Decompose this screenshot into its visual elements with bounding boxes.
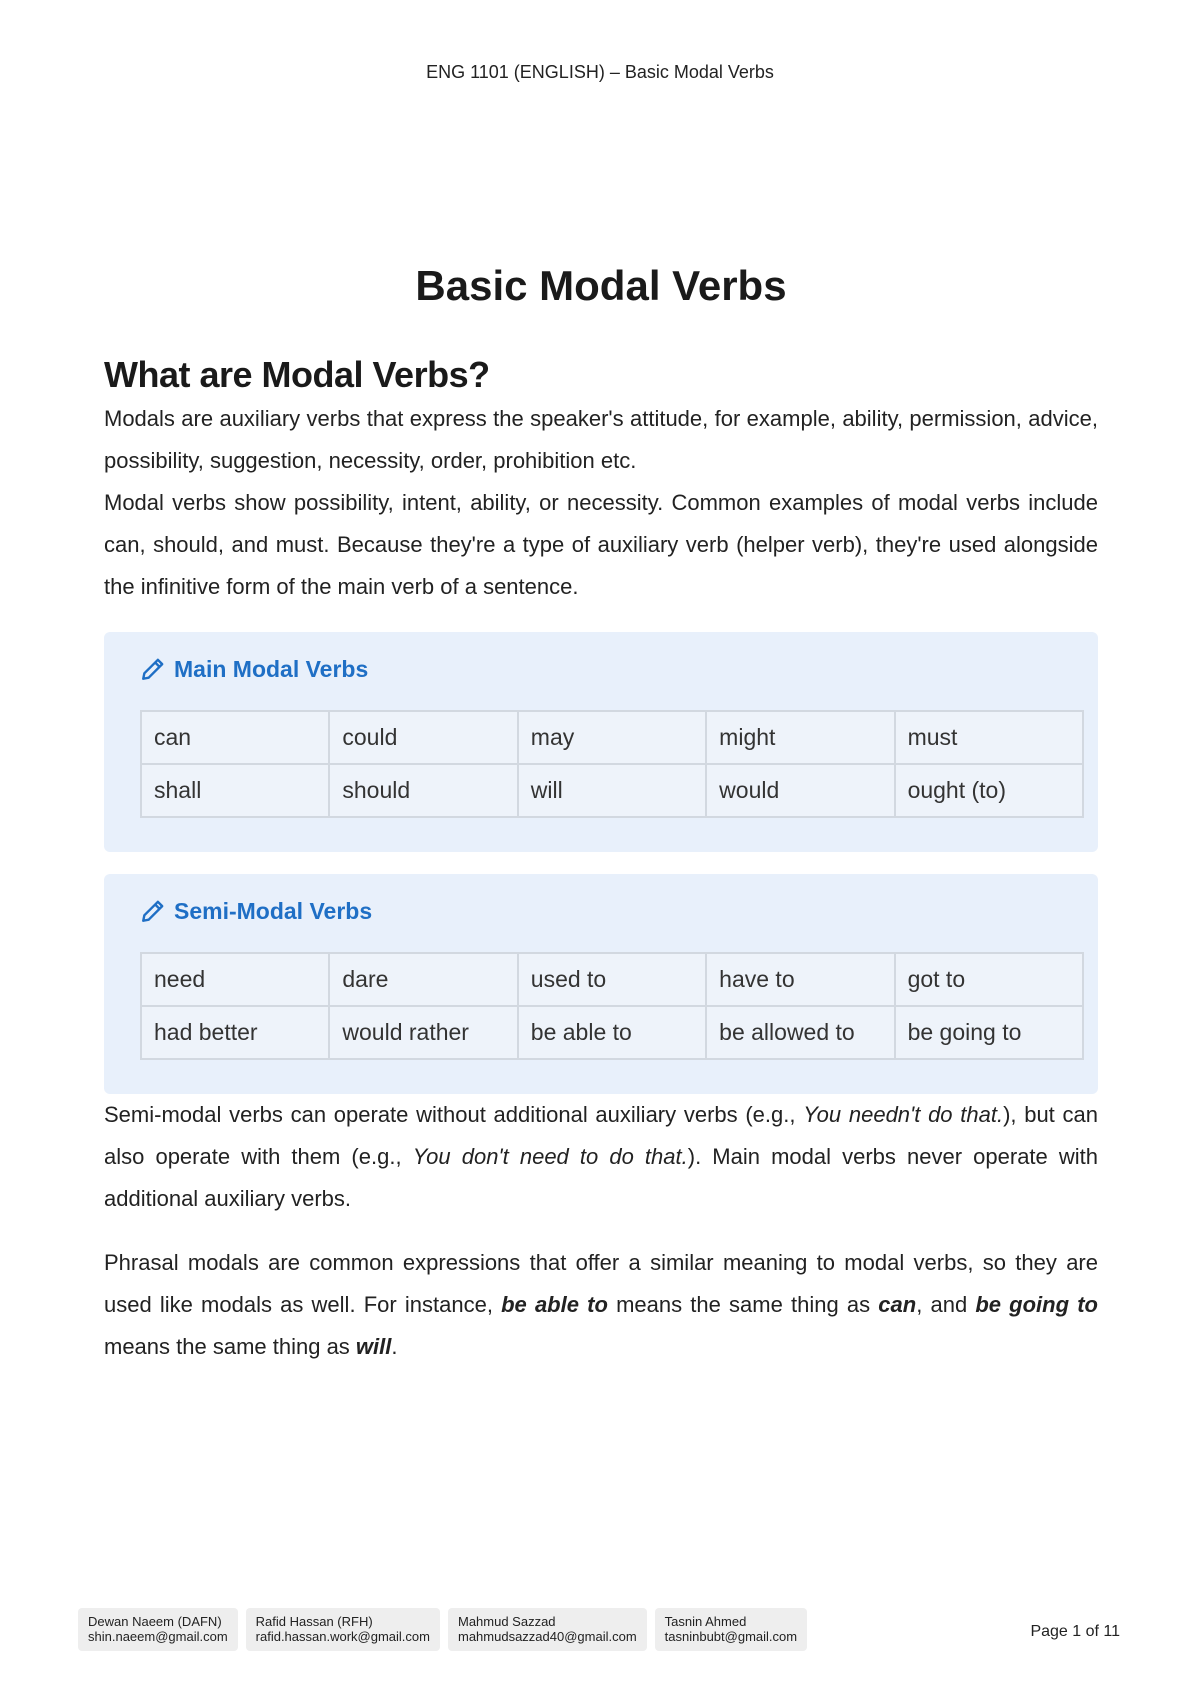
table-cell: should: [329, 764, 517, 817]
example-text: You don't need to do that.: [412, 1144, 688, 1169]
table-cell: dare: [329, 953, 517, 1006]
table-cell: shall: [141, 764, 329, 817]
table-cell: had better: [141, 1006, 329, 1059]
pencil-icon: [140, 656, 166, 682]
author-email: shin.naeem@gmail.com: [88, 1629, 228, 1644]
callout-title: [140, 652, 1078, 686]
table-cell: can: [141, 711, 329, 764]
emphasis-text: be able to: [501, 1292, 608, 1317]
author-name: Tasnin Ahmed: [664, 1614, 747, 1629]
table-row: [141, 711, 1083, 764]
table-cell: may: [518, 711, 706, 764]
author-name: Mahmud Sazzad: [457, 1614, 556, 1629]
emphasis-text: be going to: [975, 1292, 1098, 1317]
table-cell: used to: [518, 953, 706, 1006]
running-header: ENG 1101 (ENGLISH) – Basic Modal Verbs: [426, 62, 774, 82]
table-cell: be allowed to: [706, 1006, 894, 1059]
table-cell: ought (to): [895, 764, 1083, 817]
page-title: Basic Modal Verbs: [415, 262, 787, 309]
author-email: tasninbubt@gmail.com: [664, 1629, 798, 1644]
table-row: [141, 764, 1083, 817]
table-row: [141, 1006, 1083, 1059]
paragraph-definition: Modals are auxiliary verbs that express the speaker's attitude, for example, ability, permission, advice, possibility, suggestion, necessity, order, prohibition etc.: [104, 406, 1098, 473]
table-cell: would: [706, 764, 894, 817]
table-cell: need: [141, 953, 329, 1006]
callout-title-text: Main Modal Verbs: [174, 655, 369, 682]
paragraph-overview: Modal verbs show possibility, intent, ability, or necessity. Common examples of modal verbs include can, should, and must. Because they're a type of auxiliary verb (helper verb), they're used alongside the infinitive form of the main verb of a sentence.: [104, 490, 1098, 599]
example-text: You needn't do that.: [803, 1102, 1004, 1127]
table-cell: have to: [706, 953, 894, 1006]
author-name: Dewan Naeem (DAFN): [88, 1614, 222, 1629]
semi-modal-verbs-callout: [104, 874, 1098, 1094]
author-email: mahmudsazzad40@gmail.com: [457, 1629, 637, 1644]
author-card: [448, 1608, 647, 1651]
table-cell: might: [706, 711, 894, 764]
table-cell: could: [329, 711, 517, 764]
page-number: Page 1 of 11: [1030, 1623, 1120, 1640]
pencil-icon: [140, 898, 166, 924]
callout-title: [140, 894, 1078, 928]
emphasis-text: will: [355, 1334, 392, 1359]
table-row: [141, 953, 1083, 1006]
paragraph-phrasal-modals: Phrasal modals are common expressions that offer a similar meaning to modal verbs, so they are used like modals as well. For instance, be able to means the same thing as can, and be going to means the same thing as will.: [104, 1250, 1098, 1359]
paragraph-semi-modals: Semi-modal verbs can operate without additional auxiliary verbs (e.g., You needn't do that.), but can also operate with them (e.g., You don't need to do that.). Main modal verbs never operate with additional auxiliary verbs.: [104, 1102, 1099, 1211]
table-cell: be able to: [518, 1006, 706, 1059]
author-card: [246, 1608, 440, 1651]
section-heading: What are Modal Verbs?: [104, 354, 490, 395]
callout-title-text: Semi-Modal Verbs: [174, 897, 373, 924]
table-cell: would rather: [329, 1006, 517, 1059]
semi-modal-verbs-table: [140, 952, 1084, 1060]
author-footer: [78, 1608, 807, 1651]
table-cell: got to: [895, 953, 1083, 1006]
author-name: Rafid Hassan (RFH): [255, 1614, 373, 1629]
main-modal-verbs-callout: [104, 632, 1098, 852]
table-cell: will: [518, 764, 706, 817]
table-cell: be going to: [895, 1006, 1083, 1059]
emphasis-text: can: [878, 1292, 917, 1317]
main-modal-verbs-table: [140, 710, 1084, 818]
author-email: rafid.hassan.work@gmail.com: [255, 1629, 430, 1644]
author-card: [78, 1608, 238, 1651]
author-card: [655, 1608, 807, 1651]
document-body: [104, 260, 1098, 1368]
table-cell: must: [895, 711, 1083, 764]
